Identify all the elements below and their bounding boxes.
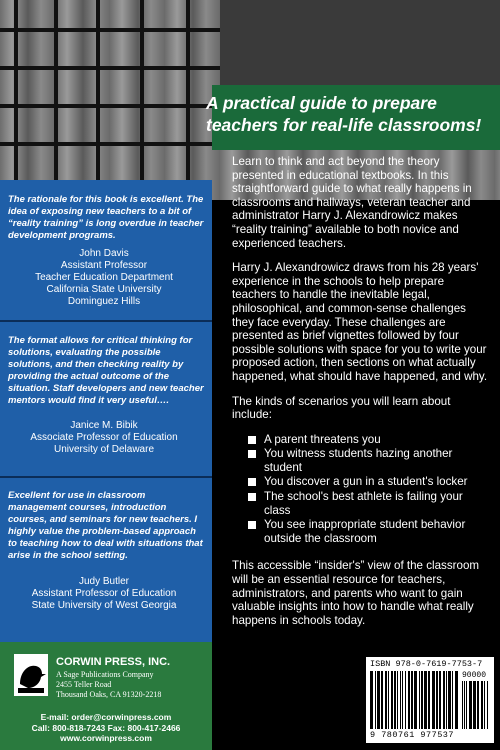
bullet-icon xyxy=(248,493,256,501)
testimonial-quote: Excellent for use in classroom management courses, introduction courses, and seminars for new teachers. I highly value the problem-based approach to teaching how to deal with situations that arise in the school setting. xyxy=(8,490,203,561)
barcode-bar xyxy=(388,671,389,729)
barcode-bar xyxy=(439,671,441,729)
barcode-bar xyxy=(487,681,488,729)
barcode-bar xyxy=(402,671,403,729)
photo-grid-line xyxy=(186,0,190,200)
closing-paragraph: This accessible “insider's” view of the classroom will be an essential resource for teachers, administrators, and parents who want to gain valuable insights into how to handle what really happens in schools today. xyxy=(232,559,480,627)
description-paragraph: Harry J. Alexandrowicz draws from his 28 years' experience in the schools to help prepare teachers to handle the inevitable legal, philosophical, and common-sense challenges they face everyday. These challenges are presented as brief vignettes followed by four possible solutions with space for you to write your proposed action, then sections on what actually happened, what should have happened, and why. xyxy=(232,261,488,383)
scenario-text: You witness students hazing another student xyxy=(264,447,453,474)
list-item xyxy=(248,475,490,489)
testimonial-line: Dominguez Hills xyxy=(67,296,141,307)
barcode-block xyxy=(366,657,494,743)
publisher-address1: 2455 Teller Road xyxy=(56,680,112,689)
barcode-ean-icon xyxy=(370,671,458,729)
barcode-addon-text: 90000 xyxy=(462,671,487,680)
barcode-bar xyxy=(466,681,467,729)
testimonial-sidebar xyxy=(0,180,212,642)
bullet-icon xyxy=(248,450,256,458)
barcode-bar xyxy=(446,671,447,729)
testimonial-line: Assistant Professor xyxy=(60,260,148,271)
scenario-text: You discover a gun in a student's locker xyxy=(264,475,468,489)
barcode-bar xyxy=(436,671,438,729)
barcode-bar xyxy=(394,671,396,729)
divider xyxy=(0,320,212,322)
barcode-bar xyxy=(428,671,430,729)
testimonial-attribution xyxy=(14,248,194,308)
photo-grid-line xyxy=(96,0,100,200)
publisher-contact xyxy=(0,712,212,744)
publisher-web: www.corwinpress.com xyxy=(60,733,152,743)
publisher-phone: Call: 800-818-7243 Fax: 800-417-2466 xyxy=(31,722,181,733)
photo-grid-line xyxy=(14,0,18,200)
list-item xyxy=(248,518,490,545)
barcode-digits: 9 780761 977537 xyxy=(370,730,455,740)
barcode-bar xyxy=(408,671,410,729)
testimonial-line: State University of West Georgia xyxy=(31,600,177,611)
barcode-bar xyxy=(397,671,398,729)
description-paragraph: The kinds of scenarios you will learn about include: xyxy=(232,394,451,422)
publisher-email: E-mail: order@corwinpress.com xyxy=(40,712,172,722)
barcode-bar xyxy=(424,671,427,729)
crow-logo-icon xyxy=(14,654,48,696)
divider xyxy=(0,476,212,478)
barcode-bar xyxy=(391,671,393,729)
scenario-text: You see inappropriate student behavior outside the classroom xyxy=(264,518,466,545)
testimonial-line: Associate Professor of Education xyxy=(30,432,178,443)
barcode-bar xyxy=(370,671,373,729)
list-item xyxy=(248,490,490,517)
testimonial-line: Assistant Professor of Education xyxy=(31,588,177,599)
testimonial-quote: The rationale for this book is excellent. The idea of exposing new teachers to a bit of “reality training” is long overdue in teacher development programs. xyxy=(8,194,204,241)
barcode-bar xyxy=(421,671,423,729)
barcode-bar xyxy=(385,671,387,729)
testimonial-line: University of Delaware xyxy=(53,444,155,455)
scenario-text: The school's best athlete is failing your class xyxy=(264,490,463,517)
barcode-bar xyxy=(375,671,376,729)
publisher-company: A Sage Publications Company xyxy=(56,670,154,679)
barcode-bar xyxy=(405,671,406,729)
publisher-name: CORWIN PRESS, INC. xyxy=(56,656,171,668)
barcode-bar xyxy=(469,681,472,729)
photo-grid-line xyxy=(54,0,58,200)
main-description xyxy=(232,155,490,638)
barcode-bar xyxy=(455,671,458,729)
bullet-icon xyxy=(248,521,256,529)
publisher-address2: Thousand Oaks, CA 91320-2218 xyxy=(56,690,162,699)
testimonial-attribution xyxy=(14,576,194,612)
barcode-bar xyxy=(473,681,476,729)
testimonial-name: Judy Butler xyxy=(78,576,130,587)
barcode-bar xyxy=(411,671,413,729)
isbn-text: ISBN 978-0-7619-7753-7 xyxy=(370,659,483,669)
headline: A practical guide to prepare teachers for real-life classrooms! xyxy=(206,93,482,135)
description-paragraph: Learn to think and act beyond the theory presented in educational textbooks. In this straightforward guide to what really happens in classrooms and hallways, veteran teacher and administrator Harry J. Alexandrowicz makes “reality training” available to both novice and experienced teachers. xyxy=(232,155,472,250)
list-item xyxy=(248,447,490,474)
photo-grid-line xyxy=(140,0,144,200)
barcode-addon-icon xyxy=(462,681,490,729)
barcode-bar xyxy=(377,671,380,729)
barcode-bar xyxy=(448,671,451,729)
barcode-bar xyxy=(381,671,383,729)
testimonial-line: Teacher Education Department xyxy=(35,272,173,283)
photo-dark-area xyxy=(220,0,500,85)
barcode-bar xyxy=(484,681,485,729)
barcode-bar xyxy=(400,671,401,729)
publisher-block xyxy=(0,642,212,750)
barcode-bar xyxy=(462,681,463,729)
barcode-bar xyxy=(414,671,417,729)
scenario-list xyxy=(248,433,490,546)
barcode-bar xyxy=(419,671,420,729)
list-item xyxy=(248,433,490,447)
barcode-bar xyxy=(443,671,445,729)
testimonial-name: Janice M. Bibik xyxy=(70,420,138,431)
bullet-icon xyxy=(248,478,256,486)
testimonial-name: John Davis xyxy=(79,248,129,259)
scenario-text: A parent threatens you xyxy=(264,432,381,446)
barcode-bar xyxy=(452,671,453,729)
testimonial-line: California State University xyxy=(46,284,162,295)
testimonial-attribution xyxy=(14,420,194,456)
barcode-bar xyxy=(432,671,435,729)
barcode-bar xyxy=(464,681,465,729)
barcode-bar xyxy=(481,681,483,729)
bullet-icon xyxy=(248,436,256,444)
barcode-bar xyxy=(477,681,479,729)
testimonial-quote: The format allows for critical thinking for solutions, evaluating the possible solutions, and then checking reality by providing the actual outcome of the situation. Staff developers and new teacher mentors would find it very useful…. xyxy=(8,335,204,406)
